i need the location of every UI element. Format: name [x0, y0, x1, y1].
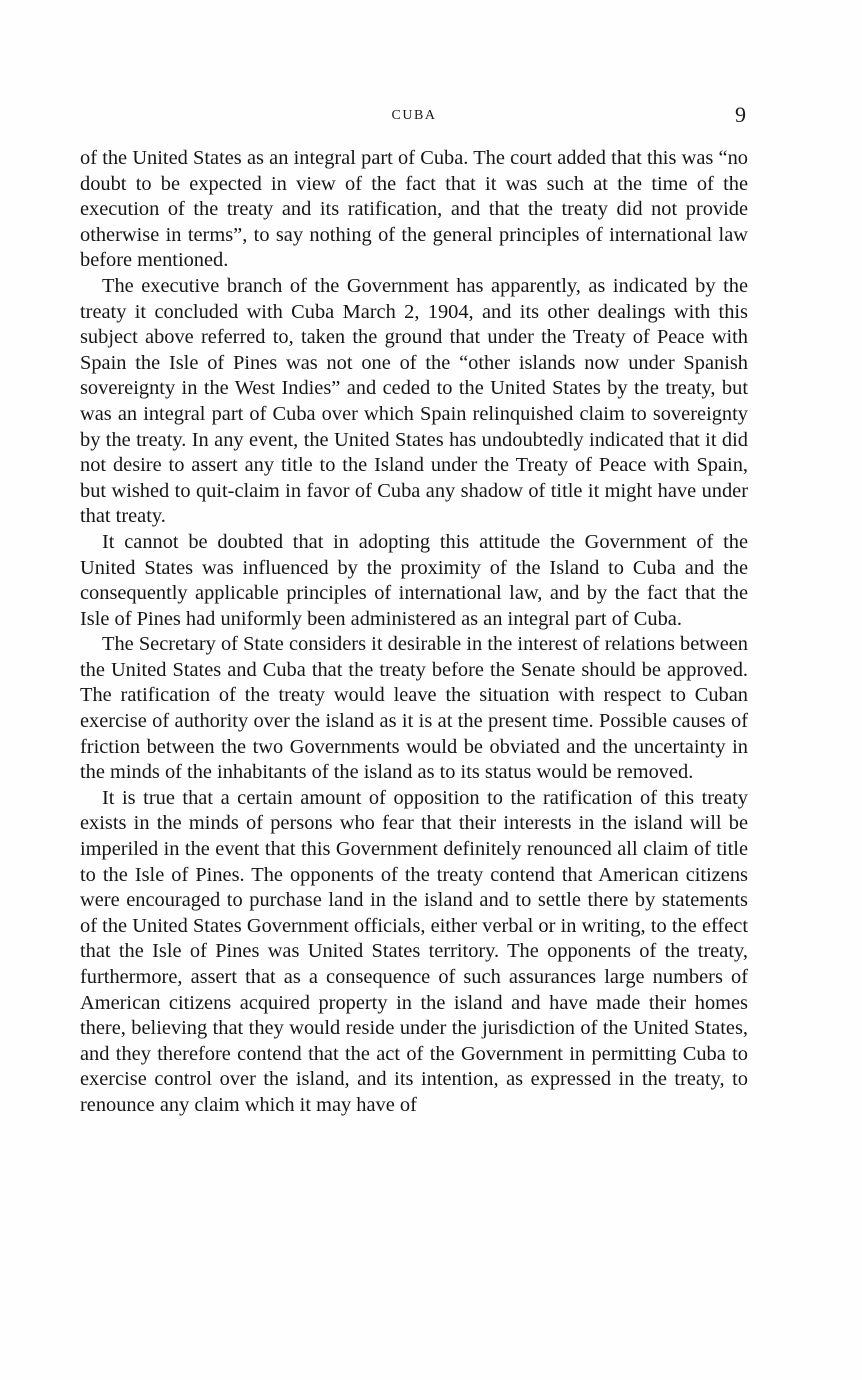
paragraph-continued: of the United States as an integral part of Cuba. The court added that this was “no doubt to be expected in view of the fact that it was such at the time of the execution of the treaty and its ratification, and that the treaty did not provide otherwise in terms”, to say nothing of the general principles of international law before mentioned. — [80, 147, 748, 272]
paragraph-secretary-of-state: The Secretary of State considers it desirable in the interest of relations between the United States and Cuba that the treaty before the Senate should be approved. The ratification of the treaty would leave the situation with respect to Cuban exercise of authority over the island as it is at the present time. Possible causes of friction between the two Governments would be obviated and the uncertainty in the minds of the inhabitants of the island as to its status would be removed. — [80, 633, 748, 784]
paragraph-opposition: It is true that a certain amount of opposition to the ratification of this treaty exists in the minds of persons who fear that their interests in the island will be imperiled in the event that this Government definitely renounced all claim of title to the Isle of Pines. The opponents of the treaty contend that American citizens were encouraged to purchase land in the island and to settle there by statements of the United States Government officials, either verbal or in writing, to the effect that the Isle of Pines was United States territory. The opponents of the treaty, furthermore, assert that as a consequence of such assurances large numbers of American citizens acquired property in the island and have made their homes there, believing that they would reside under the jurisdiction of the United States, and they therefore contend that the act of the Government in permitting Cuba to exercise control over the island, and its intention, as expressed in the treaty, to renounce any claim which it may have of — [80, 786, 748, 1116]
running-head: CUBA — [391, 108, 437, 123]
paragraph-proximity: It cannot be doubted that in adopting this attitude the Government of the United States was influenced by the proximity of the Island to Cuba and the consequently applicable principles of international law, and by the fact that the Isle of Pines had uniformly been administered as an integral part of Cuba. — [80, 530, 748, 630]
body-text — [80, 146, 748, 1119]
page-header — [80, 104, 748, 130]
paragraph-executive-branch: The executive branch of the Government has apparently, as indicated by the treaty it concluded with Cuba March 2, 1904, and its other dealings with this subject above referred to, taken the ground that under the Treaty of Peace with Spain the Isle of Pines was not one of the “other islands now under Spanish sovereignty in the West Indies” and ceded to the United States by the treaty, but was an integral part of Cuba over which Spain relinquished claim to sovereignty by the treaty. In any event, the United States has undoubtedly indicated that it did not desire to assert any title to the Island under the Treaty of Peace with Spain, but wished to quit-claim in favor of Cuba any shadow of title it might have under that treaty. — [80, 274, 748, 528]
page-number: 9 — [735, 102, 746, 127]
